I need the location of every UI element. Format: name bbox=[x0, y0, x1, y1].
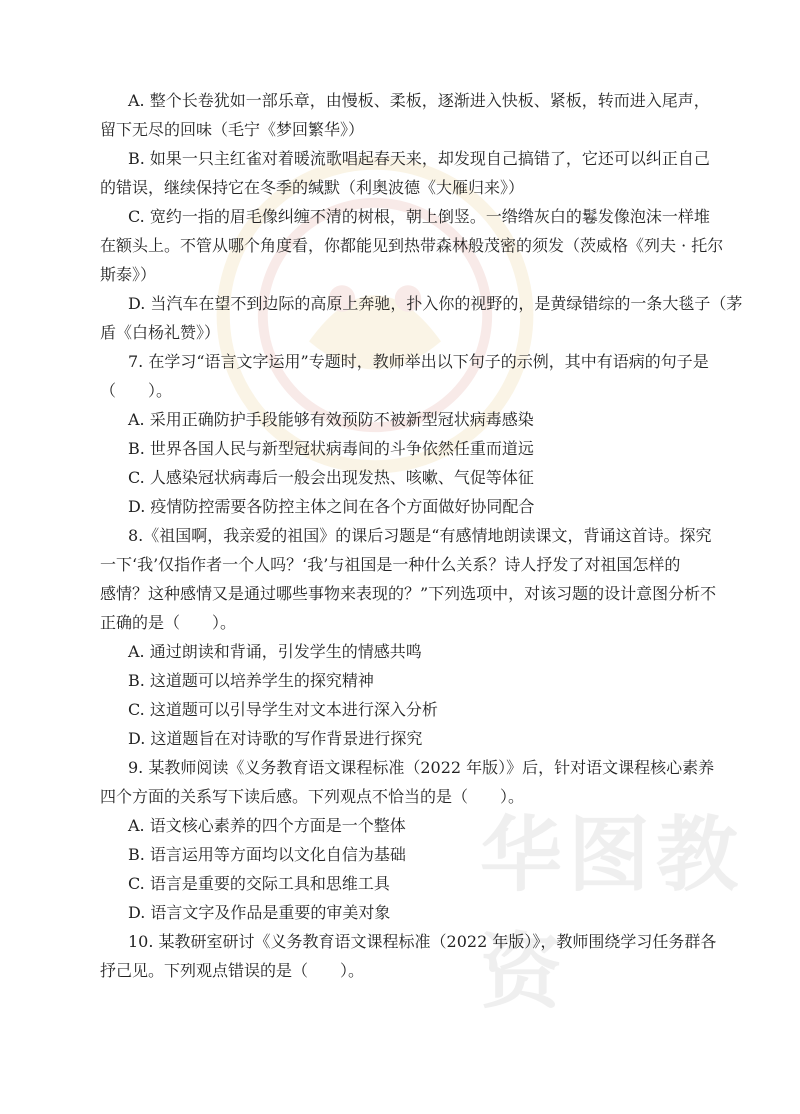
opt-c-6-line: 斯泰》） bbox=[100, 265, 157, 284]
q7-b-line: B. 世界各国人民与新型冠状病毒间的斗争依然任重而道远 bbox=[128, 439, 534, 458]
q9-line: 四个方面的关系写下读后感。下列观点不恰当的是（ ）。 bbox=[100, 787, 525, 806]
q7-c-block bbox=[100, 463, 702, 492]
q7-line: （ ）。 bbox=[100, 381, 173, 400]
exam-content bbox=[100, 86, 743, 985]
q9-d-block bbox=[100, 898, 702, 927]
opt-c-6-line: 在额头上。不管从哪个角度看，你都能见到热带森林般茂密的须发（茨威格《列夫 · 托尔 bbox=[100, 236, 724, 255]
q8-line: 正确的是（ ）。 bbox=[100, 613, 237, 632]
q10-line: 抒己见。下列观点错误的是（ ）。 bbox=[100, 961, 365, 980]
q9-c-block bbox=[100, 869, 702, 898]
q8-b-line: B. 这道题可以培养学生的探究精神 bbox=[128, 671, 374, 690]
q8-c-line: C. 这道题可以引导学生对文本进行深入分析 bbox=[128, 700, 438, 719]
watermark-text: 华图教资 bbox=[480, 808, 745, 1020]
q7-line: 7. 在学习“语言文字运用”专题时，教师举出以下句子的示例，其中有语病的句子是 bbox=[128, 352, 709, 371]
q8-d-block bbox=[100, 724, 702, 753]
q8-c-block bbox=[100, 695, 702, 724]
q8-line: 8.《祖国啊，我亲爱的祖国》的课后习题是“有感情地朗读课文，背诵这首诗。探究 bbox=[128, 526, 712, 545]
q7-b-block bbox=[100, 434, 702, 463]
q7-d-line: D. 疫情防控需要各防控主体之间在各个方面做好协同配合 bbox=[128, 497, 535, 516]
opt-b-6-line: B. 如果一只主红雀对着暖流歌唱起春天来，却发现自己搞错了，它还可以纠正自己 bbox=[128, 149, 710, 168]
opt-d-6-block bbox=[100, 289, 743, 347]
q8-line: 一下‘我’仅指作者一个人吗？‘我’与祖国是一种什么关系？诗人抒发了对祖国怎样的 bbox=[100, 555, 681, 574]
opt-b-6-block bbox=[100, 144, 710, 202]
q9-b-block bbox=[100, 840, 702, 869]
q8-b-block bbox=[100, 666, 702, 695]
q8-block bbox=[100, 521, 717, 637]
q9-c-line: C. 语言是重要的交际工具和思维工具 bbox=[128, 874, 390, 893]
q7-a-line: A. 采用正确防护手段能够有效预防不被新型冠状病毒感染 bbox=[128, 410, 534, 429]
q9-block bbox=[100, 753, 715, 811]
opt-d-6-line: D. 当汽车在望不到边际的高原上奔驰，扑入你的视野的，是黄绿错综的一条大毯子（茅 bbox=[128, 294, 743, 313]
opt-a-6-line: 留下无尽的回味（毛宁《梦回繁华》） bbox=[100, 120, 365, 139]
q9-b-line: B. 语言运用等方面均以文化自信为基础 bbox=[128, 845, 406, 864]
q9-d-line: D. 语言文字及作品是重要的审美对象 bbox=[128, 903, 391, 922]
opt-b-6-line: 的错误，继续保持它在冬季的缄默（利奥波德《大雁归来》） bbox=[100, 178, 525, 197]
opt-a-6-block bbox=[100, 86, 710, 144]
q9-a-line: A. 语文核心素养的四个方面是一个整体 bbox=[128, 816, 406, 835]
q9-a-block bbox=[100, 811, 702, 840]
opt-a-6-line: A. 整个长卷犹如一部乐章，由慢板、柔板，逐渐进入快板、紧板，转而进入尾声， bbox=[128, 91, 710, 110]
q8-a-block bbox=[100, 637, 702, 666]
q10-line: 10. 某教研室研讨《义务教育语文课程标准（2022 年版）》，教师围绕学习任务群各 bbox=[128, 932, 717, 951]
q8-a-line: A. 通过朗读和背诵，引发学生的情感共鸣 bbox=[128, 642, 422, 661]
opt-c-6-block bbox=[100, 202, 724, 289]
q7-a-block bbox=[100, 405, 702, 434]
q8-d-line: D. 这道题旨在对诗歌的写作背景进行探究 bbox=[128, 729, 423, 748]
q10-block bbox=[100, 927, 717, 985]
q9-line: 9. 某教师阅读《义务教育语文课程标准（2022 年版）》后，针对语文课程核心素养 bbox=[128, 758, 715, 777]
q7-c-line: C. 人感染冠状病毒后一般会出现发热、咳嗽、气促等体征 bbox=[128, 468, 534, 487]
q7-d-block bbox=[100, 492, 702, 521]
opt-d-6-line: 盾《白杨礼赞》） bbox=[100, 323, 221, 342]
q8-line: 感情？这种感情又是通过哪些事物来表现的？”下列选项中，对该习题的设计意图分析不 bbox=[100, 584, 717, 603]
opt-c-6-line: C. 宽约一指的眉毛像纠缠不清的树根，朝上倒竖。一绺绺灰白的鬈发像泡沫一样堆 bbox=[128, 207, 710, 226]
q7-block bbox=[100, 347, 709, 405]
